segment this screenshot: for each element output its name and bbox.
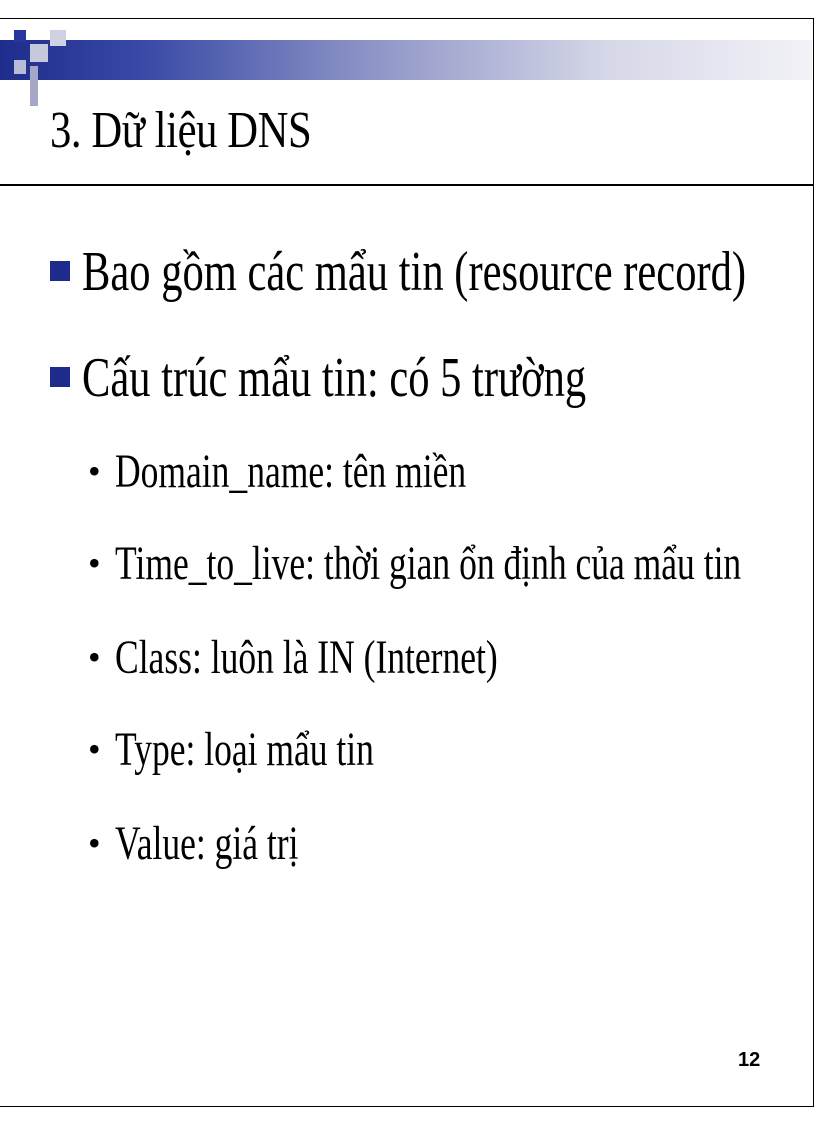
sub-bullet-item xyxy=(88,816,363,875)
sub-bullet-text: Domain_name: tên miền xyxy=(114,445,466,498)
sub-bullet-text: Time_to_live: thời gian ổn định của mẩu tin xyxy=(114,537,741,590)
decorative-square xyxy=(14,30,26,42)
square-bullet-icon xyxy=(50,261,70,281)
sub-bullet-item xyxy=(88,536,816,595)
decorative-square xyxy=(50,30,66,46)
header-gradient-band xyxy=(0,40,812,80)
bullet-text: Cấu trúc mẩu tin: có 5 trường xyxy=(82,347,587,409)
sub-bullet-text: Value: giá trị xyxy=(114,817,299,870)
decorative-square xyxy=(30,44,48,62)
dot-bullet-icon: • xyxy=(88,823,101,863)
slide-title: 3. Dữ liệu DNS xyxy=(50,102,312,159)
sub-bullet-item xyxy=(88,630,632,689)
page-number: 12 xyxy=(738,1049,761,1071)
decorative-square xyxy=(14,60,26,74)
dot-bullet-icon: • xyxy=(88,729,101,769)
sub-bullet-item xyxy=(88,722,465,781)
dot-bullet-icon: • xyxy=(88,451,101,491)
bullet-item xyxy=(50,240,816,304)
decorative-square xyxy=(30,66,38,106)
sub-bullet-text: Type: loại mẩu tin xyxy=(114,723,374,776)
sub-bullet-item xyxy=(88,444,589,503)
bullet-item xyxy=(50,346,745,410)
bullet-text: Bao gồm các mẩu tin (resource record) xyxy=(82,241,747,303)
square-bullet-icon xyxy=(50,367,70,387)
sub-bullet-text: Class: luôn là IN (Internet) xyxy=(114,631,498,684)
dot-bullet-icon: • xyxy=(88,637,101,677)
title-divider xyxy=(0,184,814,186)
dot-bullet-icon: • xyxy=(88,543,101,583)
